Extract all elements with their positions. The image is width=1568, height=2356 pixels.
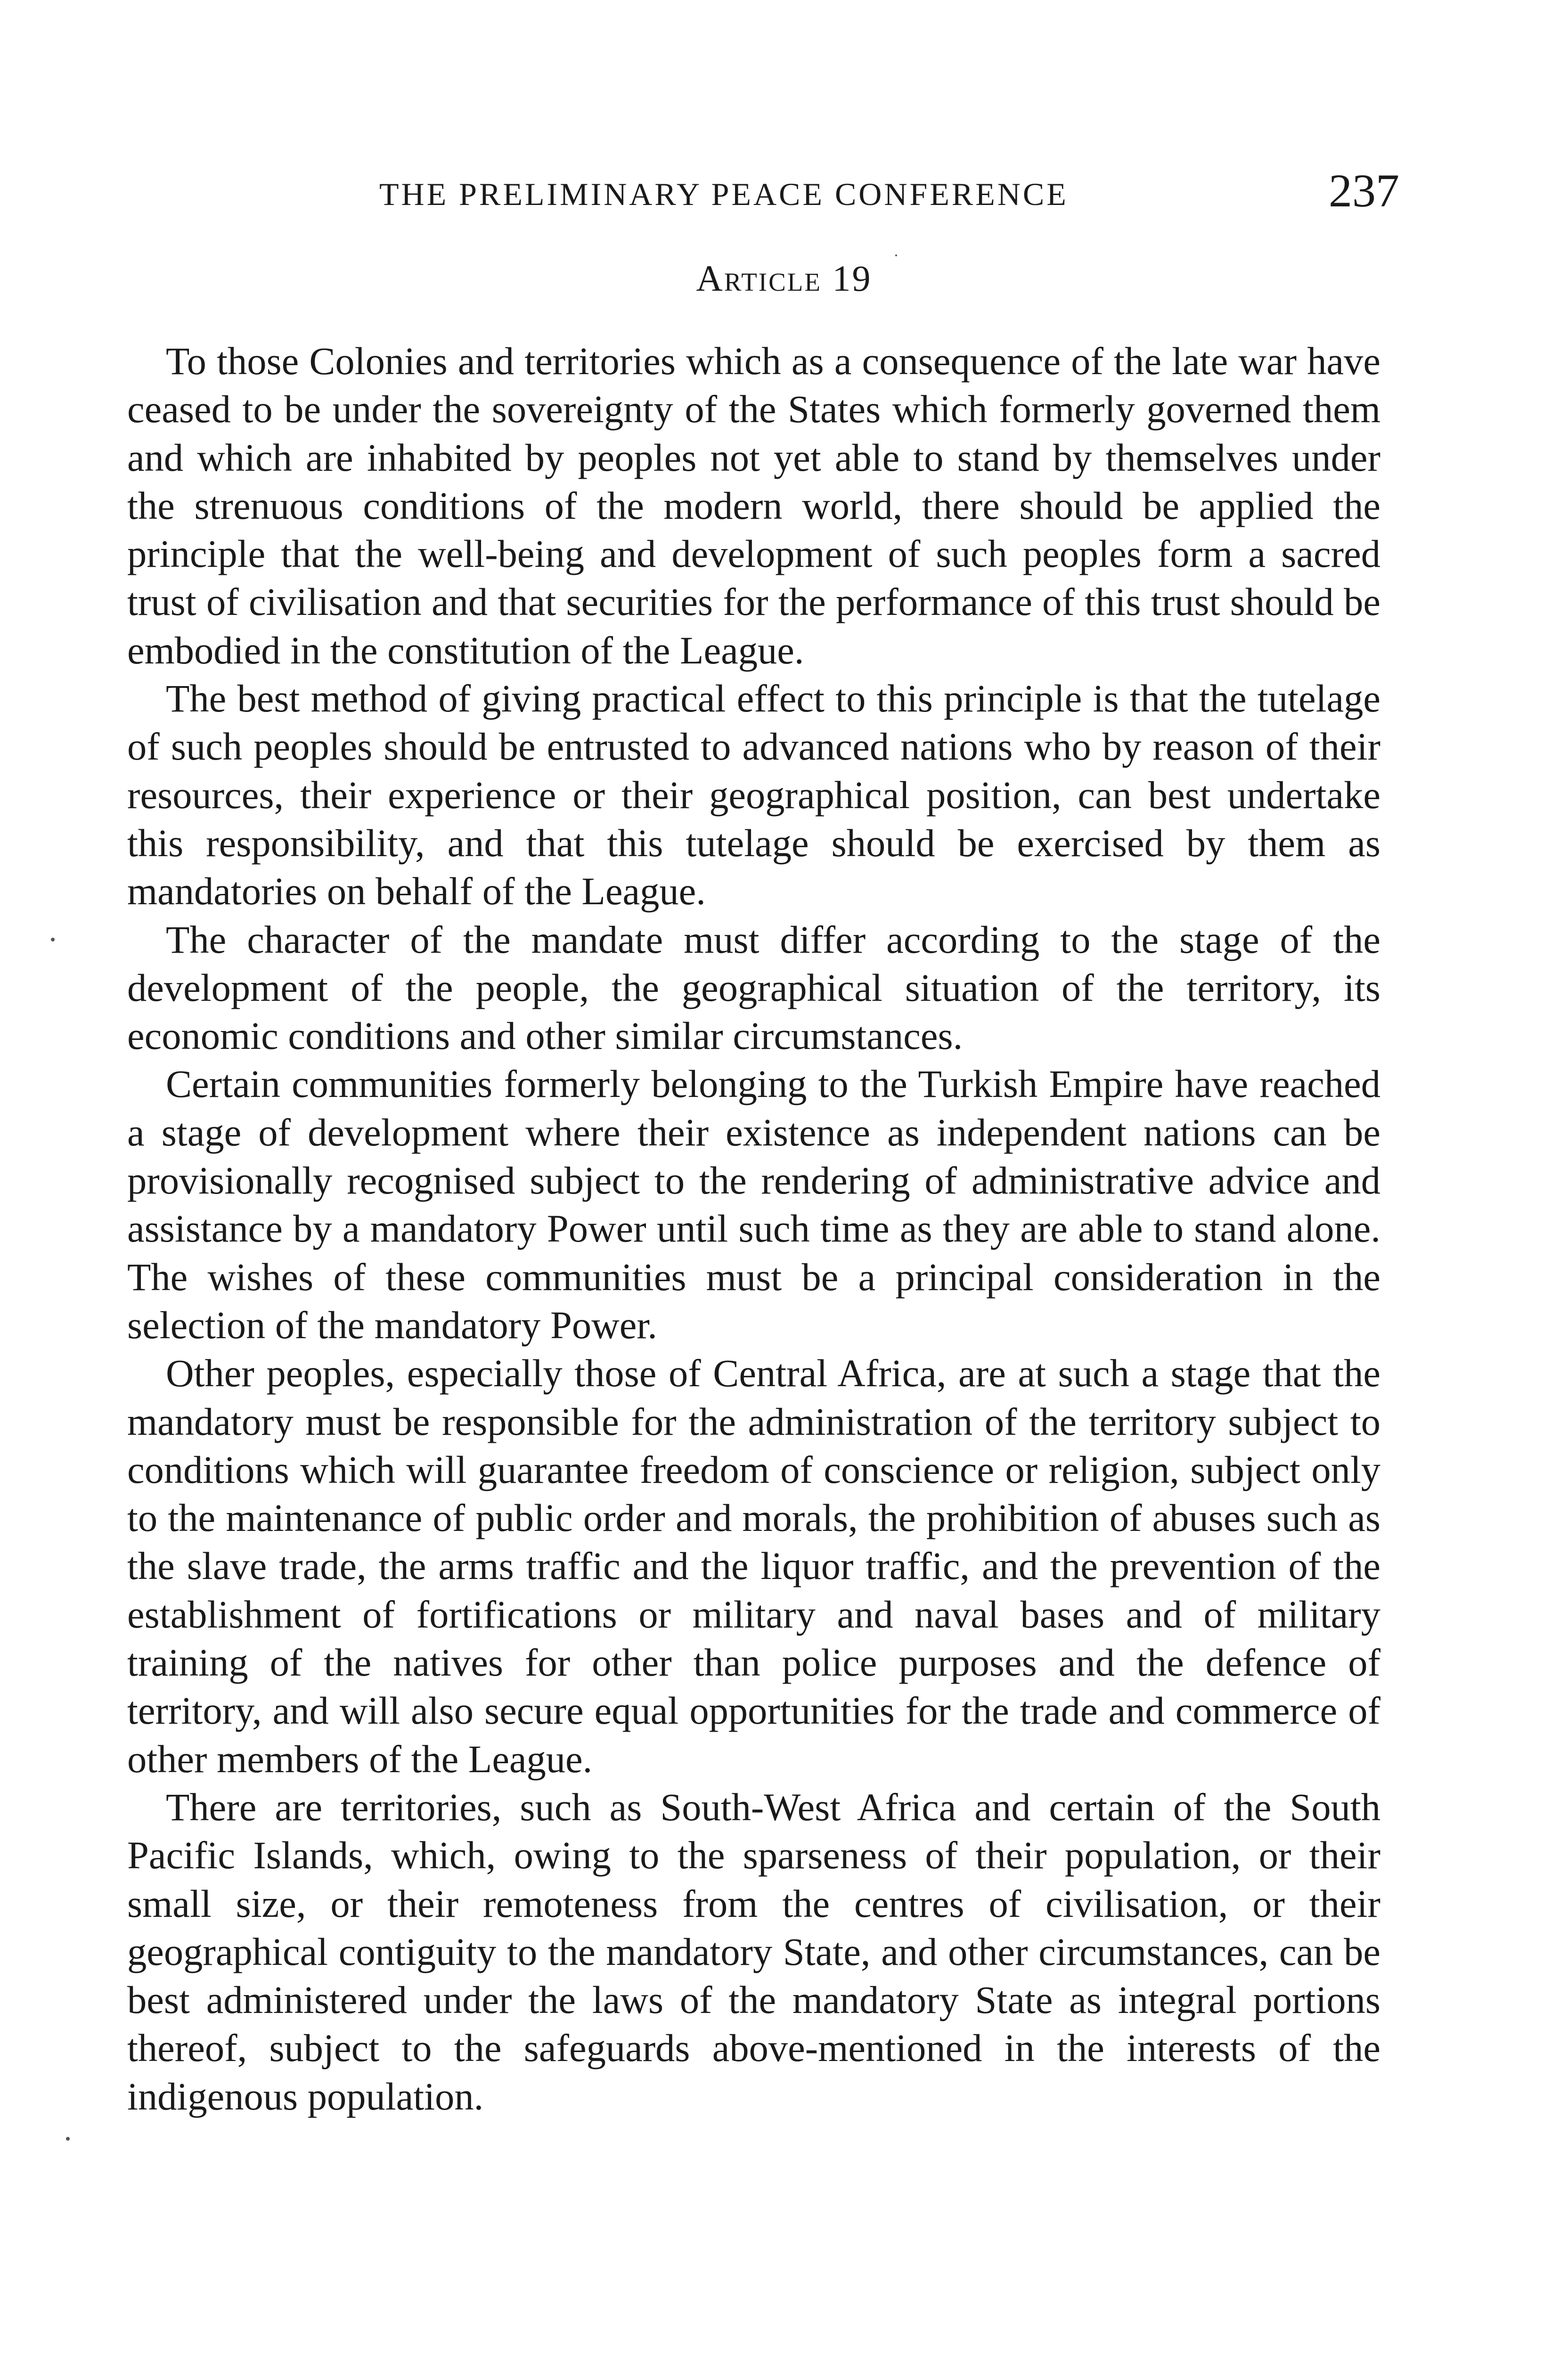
running-head: THE PRELIMINARY PEACE CONFERENCE <box>379 176 1069 212</box>
paragraph-1: To those Colonies and territories which as a consequence of the late war have ceased to be under the sovereignty of the States which formerly governed them and which are inhabited by peoples not yet able to stand by themselves under the strenuous conditions of the modern world, there should be applied the principle that the well-being and development of such peoples form a sacred trust of civilisation and that securities for the performance of this trust should be embodied in the constitution of the League. <box>127 339 1380 672</box>
paragraph-3: The character of the mandate must differ according to the stage of the development of the people, the geographical situation of the territory, its economic conditions and other similar circumstances. <box>127 917 1380 1058</box>
paragraph-5: Other peoples, especially those of Central Africa, are at such a stage that the mandatory must be responsible for the administration of the territory subject to conditions which will guarantee freedom of conscience or religion, subject only to the maintenance of public order and morals, the prohibition of abuses such as the slave trade, the arms traffic and the liquor traffic, and the prevention of the establishment of fortifications or military and naval bases and of military training of the natives for other than police purposes and the defence of territory, and will also secure equal opportunities for the trade and commerce of other members of the League. <box>127 1351 1380 1781</box>
paragraph-2: The best method of giving practical effect to this principle is that the tutelage of such peoples should be entrusted to advanced nations who by reason of their resources, their experience or their geographical position, can best undertake this responsibility, and that this tutelage should be exercised by them as mandatories on behalf of the League. <box>127 677 1380 913</box>
paragraph-6: There are territories, such as South-West Africa and certain of the South Pacific Islands, which, owing to the sparseness of their population, or their small size, or their remoteness from the centres of civilisation, or their geographical contiguity to the mandatory State, and other circumstances, can be best administered under the laws of the mandatory State as integral portions thereof, subject to the safeguards above-mentioned in the interests of the indigenous population. <box>127 1785 1380 2118</box>
print-speck <box>895 254 897 256</box>
article-heading: Article 19 <box>696 258 872 299</box>
article-body <box>127 337 1380 2120</box>
page-number: 237 <box>1329 164 1399 217</box>
print-speck <box>66 2137 70 2141</box>
paragraph-4: Certain communities formerly belonging to the Turkish Empire have reached a stage of development where their existence as independent nations can be provisionally recognised subject to the rendering of administrative advice and assistance by a mandatory Power until such time as they are able to stand alone. The wishes of these communities must be a principal consideration in the selection of the mandatory Power. <box>127 1062 1380 1347</box>
print-speck <box>51 938 55 941</box>
